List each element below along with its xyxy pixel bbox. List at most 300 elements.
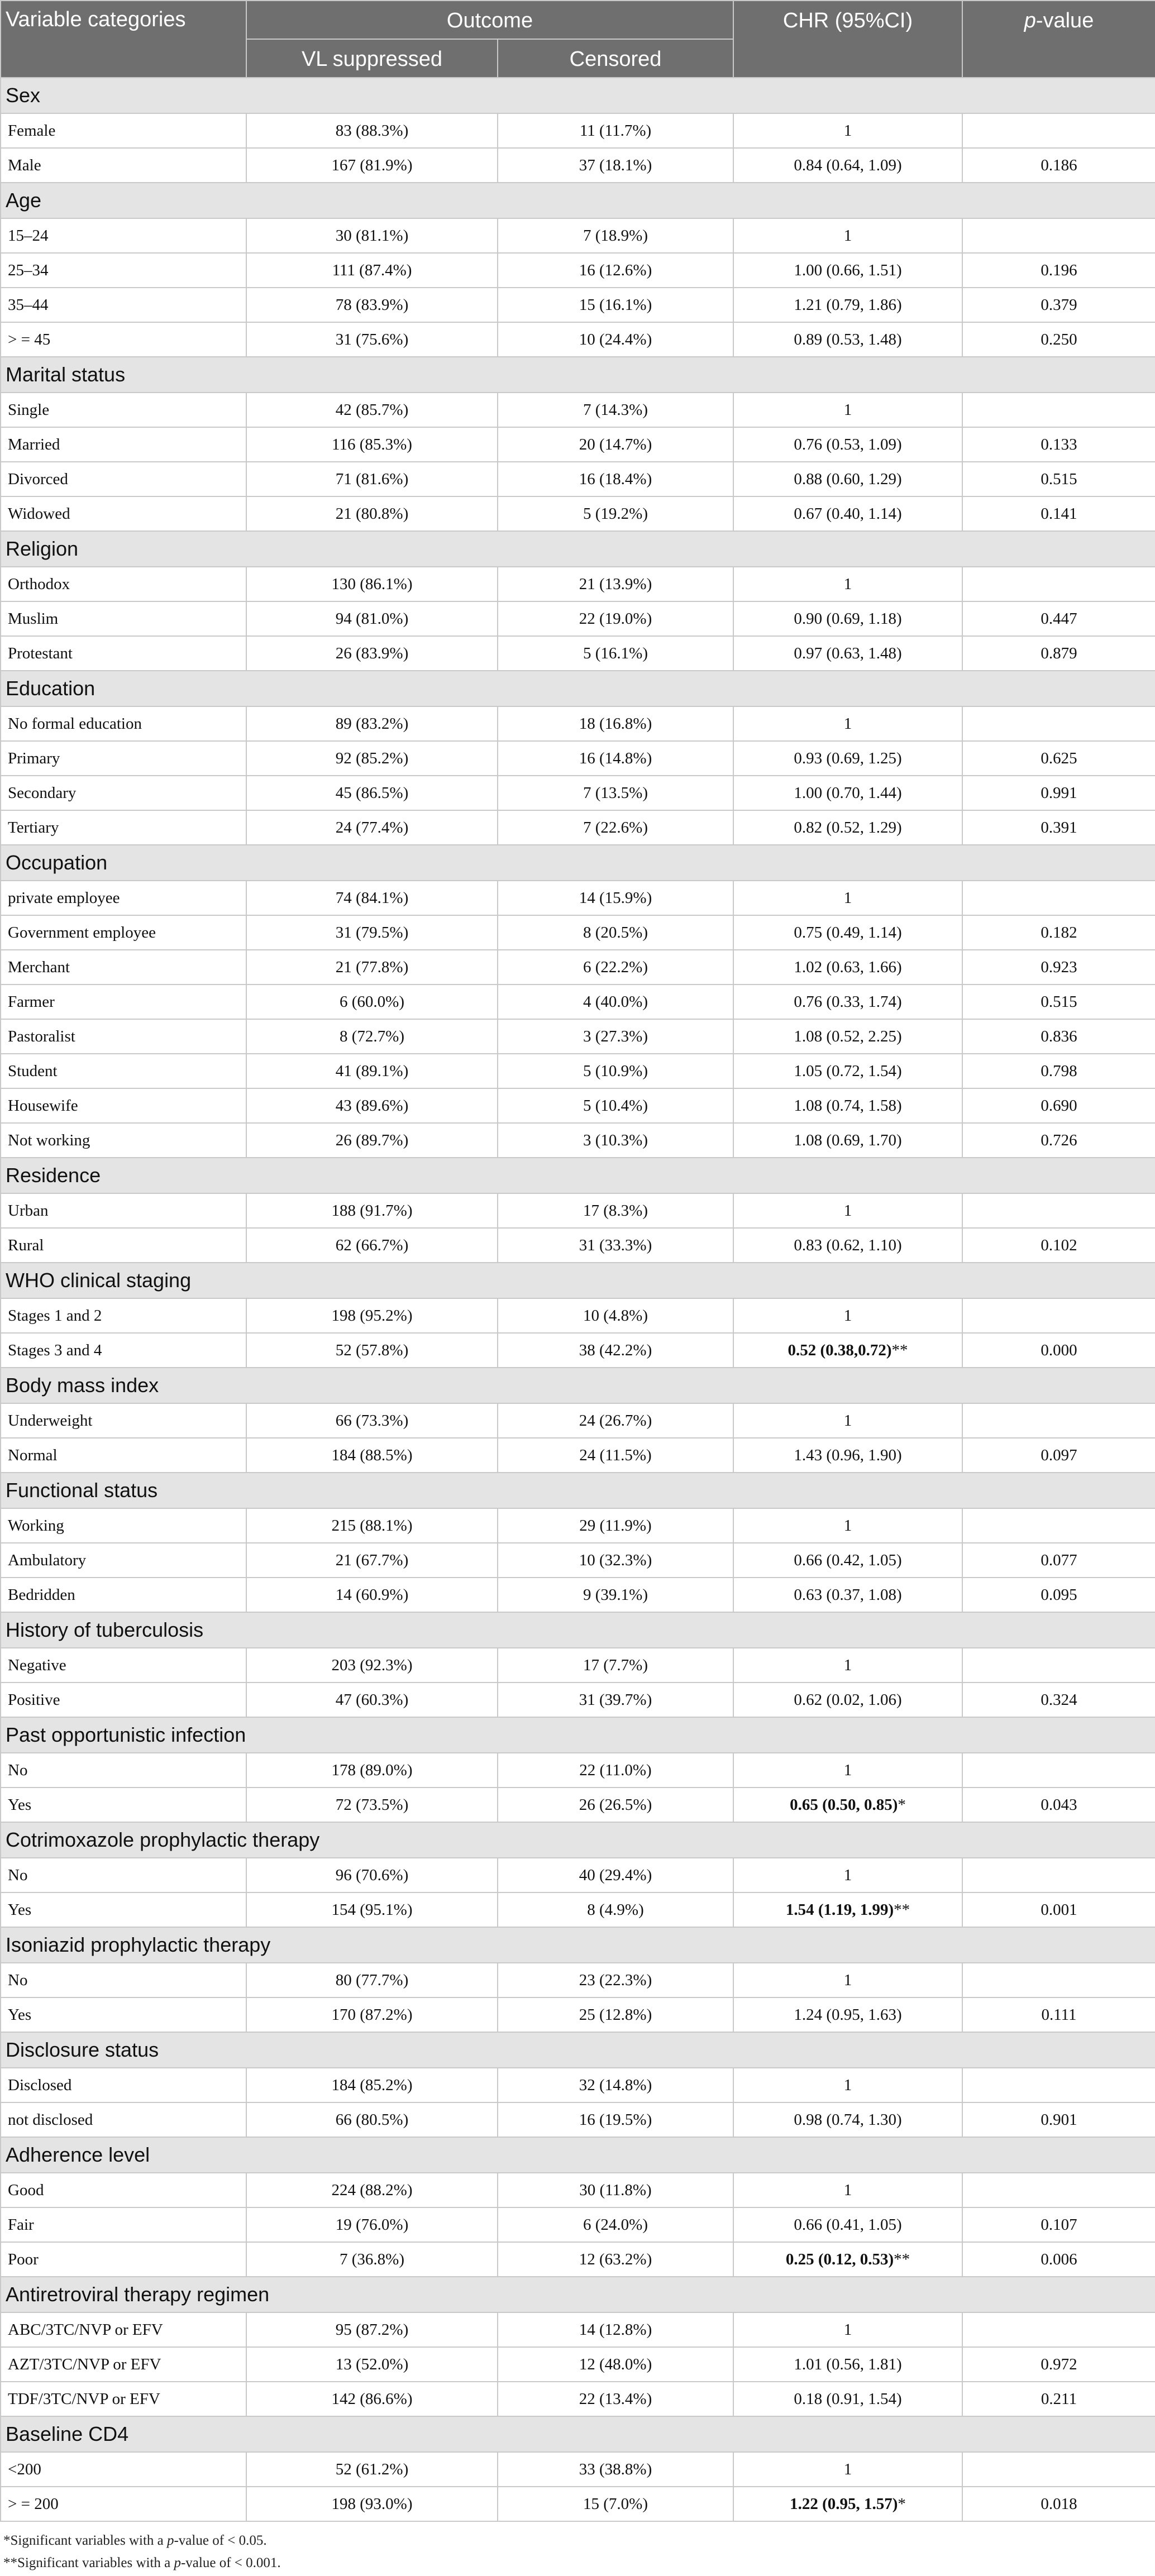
vl-suppressed-cell: 116 (85.3%)	[246, 427, 498, 462]
header-censored: Censored	[498, 39, 733, 78]
table-row	[1, 1403, 1155, 1438]
header-vl-suppressed: VL suppressed	[246, 39, 498, 78]
row-label: Good	[1, 2173, 246, 2207]
chr-cell	[733, 218, 962, 253]
censored-cell: 30 (11.8%)	[498, 2173, 733, 2207]
row-label: Disclosed	[1, 2068, 246, 2102]
category-row	[1, 1473, 1155, 1508]
p-value-cell	[962, 567, 1155, 601]
chr-value: 0.97 (0.63, 1.48)	[794, 644, 902, 662]
vl-suppressed-cell: 41 (89.1%)	[246, 1054, 498, 1088]
censored-cell: 16 (12.6%)	[498, 253, 733, 288]
chr-value: 1	[843, 121, 852, 140]
table-row	[1, 2207, 1155, 2242]
censored-cell: 5 (10.9%)	[498, 1054, 733, 1088]
table-row	[1, 1753, 1155, 1788]
chr-cell	[733, 810, 962, 845]
vl-suppressed-cell: 111 (87.4%)	[246, 253, 498, 288]
table-row	[1, 393, 1155, 427]
censored-cell: 7 (18.9%)	[498, 218, 733, 253]
chr-value: 0.75 (0.49, 1.14)	[794, 923, 902, 941]
category-row	[1, 1822, 1155, 1858]
table-row	[1, 2312, 1155, 2347]
chr-cell	[733, 427, 962, 462]
chr-value: 0.83 (0.62, 1.10)	[794, 1236, 902, 1254]
table-row	[1, 776, 1155, 810]
row-label: Pastoralist	[1, 1019, 246, 1054]
row-label: Muslim	[1, 601, 246, 636]
category-label: Sex	[1, 78, 1155, 113]
category-row	[1, 1717, 1155, 1753]
vl-suppressed-cell: 30 (81.1%)	[246, 218, 498, 253]
p-value-cell: 0.001	[962, 1892, 1155, 1927]
vl-suppressed-cell: 95 (87.2%)	[246, 2312, 498, 2347]
p-value-cell: 0.515	[962, 462, 1155, 496]
chr-value: 1	[843, 1656, 852, 1674]
table-row	[1, 2102, 1155, 2137]
category-label: Antiretroviral therapy regimen	[1, 2277, 1155, 2312]
chr-value: 1	[843, 1866, 852, 1884]
vl-suppressed-cell: 66 (80.5%)	[246, 2102, 498, 2137]
category-row	[1, 2137, 1155, 2173]
row-label: Underweight	[1, 1403, 246, 1438]
row-label: Secondary	[1, 776, 246, 810]
chr-value: 1	[843, 226, 852, 245]
table-row	[1, 1123, 1155, 1158]
vl-suppressed-cell: 21 (77.8%)	[246, 950, 498, 984]
p-value-cell: 0.196	[962, 253, 1155, 288]
row-label: <200	[1, 2452, 246, 2487]
row-label: No	[1, 1963, 246, 1997]
chr-value: 0.89 (0.53, 1.48)	[794, 330, 902, 348]
chr-cell	[733, 1892, 962, 1927]
chr-cell	[733, 706, 962, 741]
p-value-cell: 0.097	[962, 1438, 1155, 1473]
censored-cell: 5 (10.4%)	[498, 1088, 733, 1123]
chr-cell	[733, 1333, 962, 1368]
chr-value: 1	[843, 714, 852, 733]
p-value-cell: 0.726	[962, 1123, 1155, 1158]
row-label: Married	[1, 427, 246, 462]
censored-cell: 38 (42.2%)	[498, 1333, 733, 1368]
vl-suppressed-cell: 19 (76.0%)	[246, 2207, 498, 2242]
censored-cell: 24 (11.5%)	[498, 1438, 733, 1473]
vl-suppressed-cell: 184 (85.2%)	[246, 2068, 498, 2102]
row-label: Single	[1, 393, 246, 427]
vl-suppressed-cell: 224 (88.2%)	[246, 2173, 498, 2207]
censored-cell: 6 (22.2%)	[498, 950, 733, 984]
vl-suppressed-cell: 66 (73.3%)	[246, 1403, 498, 1438]
chr-cell	[733, 1123, 962, 1158]
header-chr: CHR (95%CI)	[733, 1, 962, 78]
censored-cell: 25 (12.8%)	[498, 1997, 733, 2032]
chr-value: 1.08 (0.69, 1.70)	[794, 1131, 902, 1149]
row-label: AZT/3TC/NVP or EFV	[1, 2347, 246, 2382]
chr-value: 1	[843, 2181, 852, 2199]
category-label: WHO clinical staging	[1, 1263, 1155, 1298]
row-label: > = 200	[1, 2487, 246, 2521]
table-row	[1, 2347, 1155, 2382]
p-value-cell	[962, 1753, 1155, 1788]
vl-suppressed-cell: 80 (77.7%)	[246, 1963, 498, 1997]
p-value-cell: 0.901	[962, 2102, 1155, 2137]
vl-suppressed-cell: 94 (81.0%)	[246, 601, 498, 636]
chr-cell	[733, 636, 962, 671]
category-label: Cotrimoxazole prophylactic therapy	[1, 1822, 1155, 1858]
p-value-cell: 0.379	[962, 288, 1155, 322]
row-label: Urban	[1, 1193, 246, 1228]
chr-cell	[733, 950, 962, 984]
category-label: Baseline CD4	[1, 2416, 1155, 2452]
censored-cell: 32 (14.8%)	[498, 2068, 733, 2102]
p-value-cell	[962, 706, 1155, 741]
table-row	[1, 1333, 1155, 1368]
p-value-cell	[962, 393, 1155, 427]
table-row	[1, 322, 1155, 357]
censored-cell: 26 (26.5%)	[498, 1788, 733, 1822]
vl-suppressed-cell: 96 (70.6%)	[246, 1858, 498, 1892]
chr-value: 0.98 (0.74, 1.30)	[794, 2110, 902, 2129]
footnote	[0, 2552, 1155, 2574]
censored-cell: 6 (24.0%)	[498, 2207, 733, 2242]
censored-cell: 31 (33.3%)	[498, 1228, 733, 1263]
p-value-cell: 0.107	[962, 2207, 1155, 2242]
category-row	[1, 2032, 1155, 2068]
p-value-cell: 0.133	[962, 427, 1155, 462]
censored-cell: 23 (22.3%)	[498, 1963, 733, 1997]
vl-suppressed-cell: 13 (52.0%)	[246, 2347, 498, 2382]
vl-suppressed-cell: 130 (86.1%)	[246, 567, 498, 601]
row-label: Positive	[1, 1683, 246, 1717]
p-value-cell	[962, 218, 1155, 253]
footnote-text: -value of < 0.001.	[180, 2555, 281, 2570]
table-row	[1, 2382, 1155, 2416]
row-label: Working	[1, 1508, 246, 1543]
chr-cell	[733, 1648, 962, 1683]
vl-suppressed-cell: 78 (83.9%)	[246, 288, 498, 322]
chr-cell	[733, 1543, 962, 1578]
row-label: Housewife	[1, 1088, 246, 1123]
row-label: No	[1, 1753, 246, 1788]
p-value-cell: 0.102	[962, 1228, 1155, 1263]
p-value-cell: 0.836	[962, 1019, 1155, 1054]
p-value-cell: 0.077	[962, 1543, 1155, 1578]
chr-cell	[733, 1228, 962, 1263]
table-row	[1, 1054, 1155, 1088]
table-row	[1, 1019, 1155, 1054]
chr-cell	[733, 1193, 962, 1228]
chr-value: 0.65 (0.50, 0.85)	[790, 1795, 898, 1814]
vl-suppressed-cell: 178 (89.0%)	[246, 1753, 498, 1788]
p-value-cell: 0.186	[962, 148, 1155, 183]
p-value-cell: 0.515	[962, 984, 1155, 1019]
chr-cell	[733, 1088, 962, 1123]
row-label: Stages 3 and 4	[1, 1333, 246, 1368]
censored-cell: 5 (19.2%)	[498, 496, 733, 531]
significance-marker: **	[894, 2250, 910, 2268]
vl-suppressed-cell: 215 (88.1%)	[246, 1508, 498, 1543]
category-label: Isoniazid prophylactic therapy	[1, 1927, 1155, 1963]
chr-cell	[733, 462, 962, 496]
row-label: Farmer	[1, 984, 246, 1019]
censored-cell: 5 (16.1%)	[498, 636, 733, 671]
p-value-cell: 0.141	[962, 496, 1155, 531]
chr-cell	[733, 1054, 962, 1088]
chr-value: 0.18 (0.91, 1.54)	[794, 2389, 902, 2408]
chr-cell	[733, 567, 962, 601]
chr-cell	[733, 322, 962, 357]
category-row	[1, 1368, 1155, 1403]
censored-cell: 12 (63.2%)	[498, 2242, 733, 2277]
table-row	[1, 2452, 1155, 2487]
category-row	[1, 78, 1155, 113]
row-label: > = 45	[1, 322, 246, 357]
chr-cell	[733, 2487, 962, 2521]
table-row	[1, 1683, 1155, 1717]
p-value-cell: 0.798	[962, 1054, 1155, 1088]
vl-suppressed-cell: 45 (86.5%)	[246, 776, 498, 810]
category-label: Occupation	[1, 845, 1155, 881]
censored-cell: 15 (16.1%)	[498, 288, 733, 322]
chr-cell	[733, 2452, 962, 2487]
chr-cell	[733, 2207, 962, 2242]
table-header	[1, 1, 1155, 78]
chr-cell	[733, 1858, 962, 1892]
censored-cell: 7 (14.3%)	[498, 393, 733, 427]
row-label: Protestant	[1, 636, 246, 671]
row-label: not disclosed	[1, 2102, 246, 2137]
chr-cell	[733, 2242, 962, 2277]
censored-cell: 24 (26.7%)	[498, 1403, 733, 1438]
p-value-cell: 0.625	[962, 741, 1155, 776]
censored-cell: 20 (14.7%)	[498, 427, 733, 462]
censored-cell: 16 (19.5%)	[498, 2102, 733, 2137]
p-value-cell	[962, 1403, 1155, 1438]
p-value-cell: 0.095	[962, 1578, 1155, 1612]
chr-value: 0.62 (0.02, 1.06)	[794, 1690, 902, 1709]
censored-cell: 10 (4.8%)	[498, 1298, 733, 1333]
vl-suppressed-cell: 203 (92.3%)	[246, 1648, 498, 1683]
row-label: Fair	[1, 2207, 246, 2242]
table-row	[1, 1963, 1155, 1997]
censored-cell: 40 (29.4%)	[498, 1858, 733, 1892]
row-label: Male	[1, 148, 246, 183]
category-row	[1, 357, 1155, 393]
chr-value: 0.66 (0.41, 1.05)	[794, 2215, 902, 2234]
chr-value: 1	[843, 1971, 852, 1989]
table-row	[1, 915, 1155, 950]
vl-suppressed-cell: 6 (60.0%)	[246, 984, 498, 1019]
censored-cell: 31 (39.7%)	[498, 1683, 733, 1717]
vl-suppressed-cell: 198 (93.0%)	[246, 2487, 498, 2521]
category-label: Adherence level	[1, 2137, 1155, 2173]
p-value-cell: 0.972	[962, 2347, 1155, 2382]
table-row	[1, 288, 1155, 322]
chr-cell	[733, 601, 962, 636]
vl-suppressed-cell: 52 (61.2%)	[246, 2452, 498, 2487]
table-row	[1, 148, 1155, 183]
p-value-cell: 0.043	[962, 1788, 1155, 1822]
category-row	[1, 845, 1155, 881]
row-label: Primary	[1, 741, 246, 776]
category-row	[1, 2277, 1155, 2312]
chr-value: 1	[843, 400, 852, 419]
censored-cell: 10 (32.3%)	[498, 1543, 733, 1578]
table-row	[1, 253, 1155, 288]
censored-cell: 12 (48.0%)	[498, 2347, 733, 2382]
row-label: 25–34	[1, 253, 246, 288]
category-label: Age	[1, 183, 1155, 218]
footnote-italic: p	[166, 2533, 174, 2548]
censored-cell: 3 (10.3%)	[498, 1123, 733, 1158]
censored-cell: 11 (11.7%)	[498, 113, 733, 148]
vl-suppressed-cell: 142 (86.6%)	[246, 2382, 498, 2416]
p-value-cell: 0.211	[962, 2382, 1155, 2416]
censored-cell: 8 (4.9%)	[498, 1892, 733, 1927]
vl-suppressed-cell: 83 (88.3%)	[246, 113, 498, 148]
row-label: Not working	[1, 1123, 246, 1158]
row-label: 35–44	[1, 288, 246, 322]
row-label: Normal	[1, 1438, 246, 1473]
censored-cell: 29 (11.9%)	[498, 1508, 733, 1543]
censored-cell: 14 (12.8%)	[498, 2312, 733, 2347]
header-outcome: Outcome	[246, 1, 733, 39]
category-row	[1, 1263, 1155, 1298]
significance-marker: *	[898, 1795, 906, 1814]
table-row	[1, 1997, 1155, 2032]
table-row	[1, 567, 1155, 601]
category-row	[1, 531, 1155, 567]
table-row	[1, 1438, 1155, 1473]
row-label: No formal education	[1, 706, 246, 741]
p-value-cell	[962, 1508, 1155, 1543]
vl-suppressed-cell: 21 (80.8%)	[246, 496, 498, 531]
row-label: private employee	[1, 881, 246, 915]
vl-suppressed-cell: 92 (85.2%)	[246, 741, 498, 776]
chr-value: 0.82 (0.52, 1.29)	[794, 818, 902, 837]
chr-value: 1	[843, 888, 852, 907]
row-label: Rural	[1, 1228, 246, 1263]
row-label: Tertiary	[1, 810, 246, 845]
chr-value: 0.25 (0.12, 0.53)	[785, 2250, 894, 2268]
chr-cell	[733, 393, 962, 427]
table-row	[1, 1193, 1155, 1228]
vl-suppressed-cell: 170 (87.2%)	[246, 1997, 498, 2032]
table-row	[1, 218, 1155, 253]
row-label: Negative	[1, 1648, 246, 1683]
chr-value: 0.66 (0.42, 1.05)	[794, 1551, 902, 1569]
chr-value: 0.76 (0.33, 1.74)	[794, 992, 902, 1011]
table-row	[1, 810, 1155, 845]
vl-suppressed-cell: 7 (36.8%)	[246, 2242, 498, 2277]
chr-cell	[733, 2382, 962, 2416]
row-label: Poor	[1, 2242, 246, 2277]
vl-suppressed-cell: 72 (73.5%)	[246, 1788, 498, 1822]
chr-value: 0.88 (0.60, 1.29)	[794, 470, 902, 488]
chr-cell	[733, 113, 962, 148]
p-value-cell	[962, 2068, 1155, 2102]
table-row	[1, 1892, 1155, 1927]
vl-suppressed-cell: 47 (60.3%)	[246, 1683, 498, 1717]
chr-cell	[733, 1683, 962, 1717]
vl-suppressed-cell: 74 (84.1%)	[246, 881, 498, 915]
p-value-cell: 0.250	[962, 322, 1155, 357]
table-row	[1, 2068, 1155, 2102]
censored-cell: 22 (19.0%)	[498, 601, 733, 636]
chr-value: 1.02 (0.63, 1.66)	[794, 958, 902, 976]
chr-cell	[733, 2347, 962, 2382]
chr-cell	[733, 1963, 962, 1997]
censored-cell: 22 (13.4%)	[498, 2382, 733, 2416]
vl-suppressed-cell: 89 (83.2%)	[246, 706, 498, 741]
row-label: Merchant	[1, 950, 246, 984]
vl-suppressed-cell: 26 (83.9%)	[246, 636, 498, 671]
chr-cell	[733, 1578, 962, 1612]
chr-cell	[733, 496, 962, 531]
row-label: TDF/3TC/NVP or EFV	[1, 2382, 246, 2416]
header-p-value: p-value	[962, 1, 1155, 78]
category-label: Religion	[1, 531, 1155, 567]
footnote-text: **Significant variables with a	[3, 2555, 174, 2570]
chr-value: 1.21 (0.79, 1.86)	[794, 295, 902, 314]
vl-suppressed-cell: 62 (66.7%)	[246, 1228, 498, 1263]
category-label: History of tuberculosis	[1, 1612, 1155, 1648]
censored-cell: 9 (39.1%)	[498, 1578, 733, 1612]
chr-cell	[733, 1753, 962, 1788]
table-row	[1, 1508, 1155, 1543]
vl-suppressed-cell: 184 (88.5%)	[246, 1438, 498, 1473]
p-value-cell: 0.182	[962, 915, 1155, 950]
chr-cell	[733, 1508, 962, 1543]
p-value-cell	[962, 2312, 1155, 2347]
table-row	[1, 113, 1155, 148]
chr-value: 0.76 (0.53, 1.09)	[794, 435, 902, 453]
category-label: Residence	[1, 1158, 1155, 1193]
censored-cell: 17 (8.3%)	[498, 1193, 733, 1228]
censored-cell: 17 (7.7%)	[498, 1648, 733, 1683]
p-value-cell	[962, 2173, 1155, 2207]
significance-marker: *	[898, 2494, 906, 2513]
category-label: Functional status	[1, 1473, 1155, 1508]
chr-value: 1	[843, 2320, 852, 2339]
table-row	[1, 636, 1155, 671]
vl-suppressed-cell: 167 (81.9%)	[246, 148, 498, 183]
vl-suppressed-cell: 71 (81.6%)	[246, 462, 498, 496]
chr-value: 1.00 (0.70, 1.44)	[794, 783, 902, 802]
chr-cell	[733, 915, 962, 950]
vl-suppressed-cell: 24 (77.4%)	[246, 810, 498, 845]
chr-cell	[733, 776, 962, 810]
chr-value: 0.93 (0.69, 1.25)	[794, 749, 902, 767]
chr-value: 0.67 (0.40, 1.14)	[794, 504, 902, 523]
p-value-cell	[962, 881, 1155, 915]
censored-cell: 16 (14.8%)	[498, 741, 733, 776]
p-value-cell	[962, 113, 1155, 148]
chr-cell	[733, 741, 962, 776]
table-row	[1, 2487, 1155, 2521]
vl-suppressed-cell: 154 (95.1%)	[246, 1892, 498, 1927]
vl-suppressed-cell: 31 (75.6%)	[246, 322, 498, 357]
table-body	[1, 78, 1155, 2521]
chr-cell	[733, 288, 962, 322]
row-label: Female	[1, 113, 246, 148]
p-value-cell	[962, 1963, 1155, 1997]
chr-cell	[733, 1019, 962, 1054]
chr-value: 1.54 (1.19, 1.99)	[785, 1900, 894, 1919]
p-value-cell: 0.018	[962, 2487, 1155, 2521]
censored-cell: 18 (16.8%)	[498, 706, 733, 741]
table-row	[1, 1298, 1155, 1333]
